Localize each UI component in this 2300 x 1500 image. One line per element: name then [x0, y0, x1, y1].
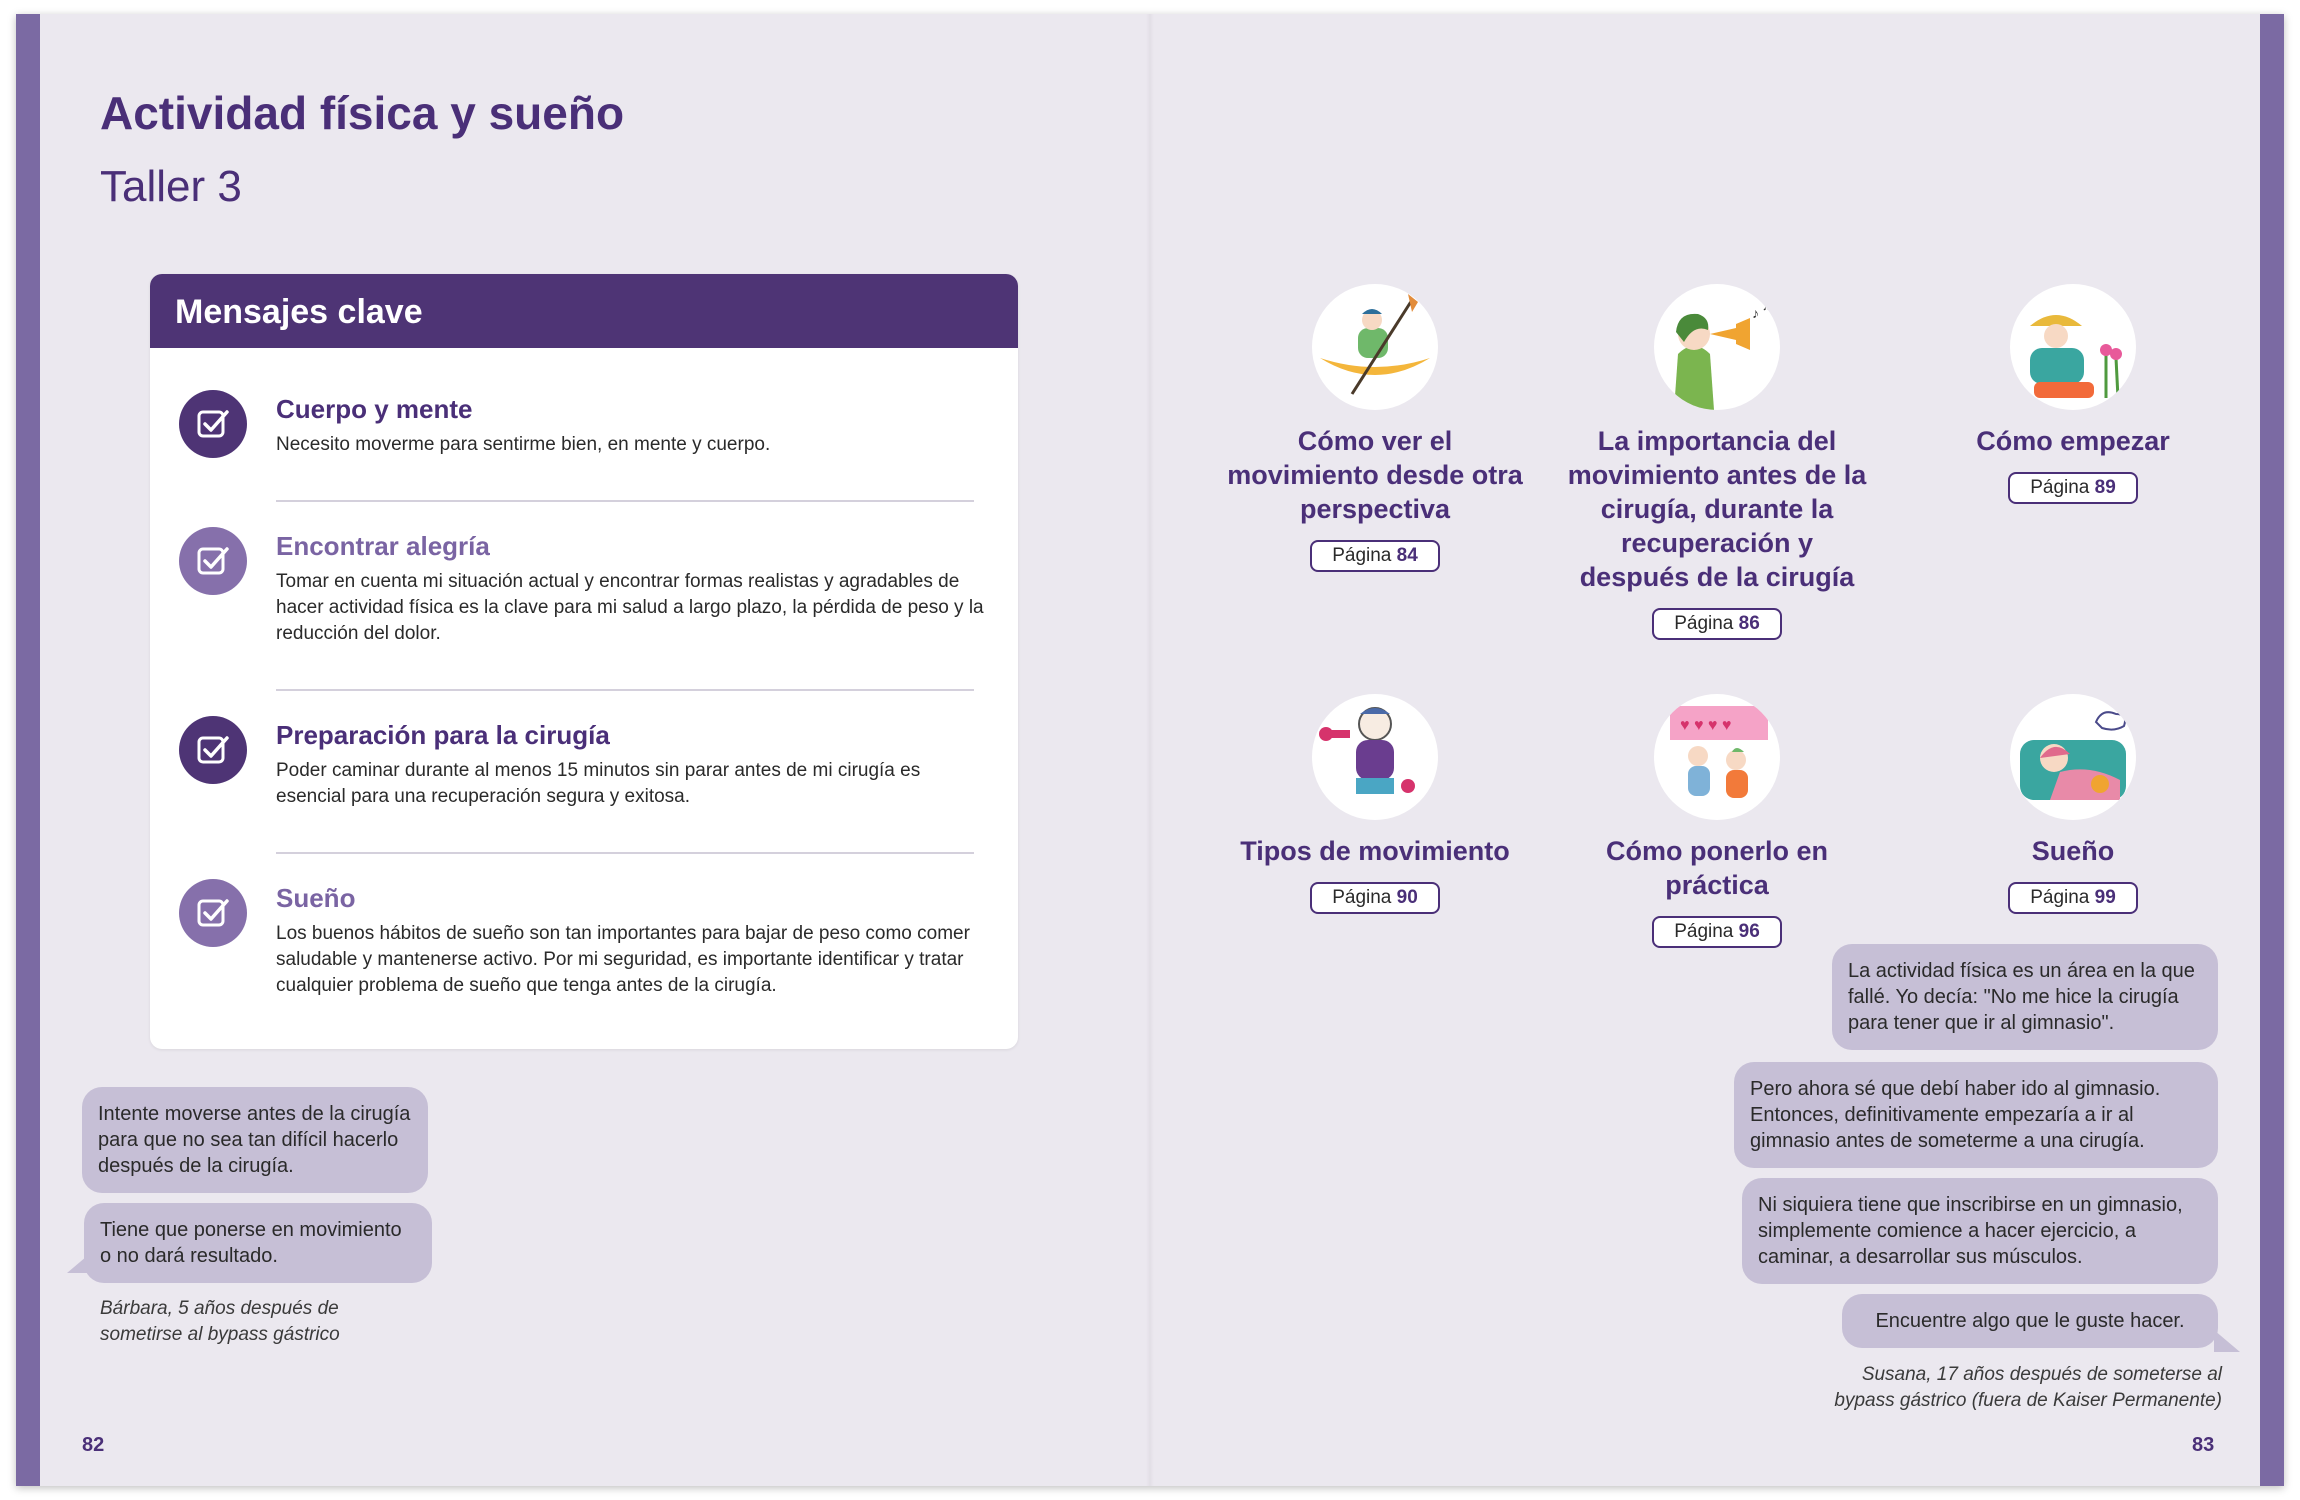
key-message-text: Los buenos hábitos de sueño son tan importantes para bajar de peso como comer saludable y mantenerse activo. Por mi seguridad, es importante identificar y tratar cualquier problema de sueño que tenga antes de la cirugía.: [276, 923, 970, 996]
page-number: 90: [1396, 887, 1418, 908]
topic-title: La importancia del movimiento antes de la cirugía, durante la recuperación y después de la cirugía: [1567, 426, 1867, 592]
page-label: Página: [2030, 887, 2090, 908]
page-number: 84: [1396, 545, 1418, 566]
page-number-left: 82: [82, 1434, 105, 1456]
bubble-tail: [2214, 1330, 2240, 1352]
key-message-title: Encontrar alegría: [276, 531, 490, 561]
bubble-tail: [67, 1251, 93, 1273]
page-reference[interactable]: [1652, 608, 1782, 640]
quote-bubble: La actividad física es un área en la que fallé. Yo decía: "No me hice la cirugía para tener que ir al gimnasio".: [1832, 944, 2218, 1050]
divider: [276, 500, 974, 502]
key-messages-header: Mensajes clave: [150, 274, 1018, 348]
checkbox-icon: [179, 879, 247, 947]
key-message-title: Sueño: [276, 883, 356, 913]
page-label: Página: [1674, 921, 1734, 942]
topic-card[interactable]: [1225, 284, 1525, 572]
key-message-text: Necesito moverme para sentirme bien, en mente y cuerpo.: [276, 434, 771, 455]
page-title: Actividad física y sueño: [100, 87, 625, 139]
topic-card[interactable]: [1567, 284, 1867, 640]
checkbox-icon: [179, 390, 247, 458]
key-message-title: Preparación para la cirugía: [276, 720, 610, 750]
quote-bubble: Encuentre algo que le guste hacer.: [1842, 1294, 2218, 1348]
page-subtitle: Taller 3: [100, 162, 242, 211]
trumpet-player-icon: [1654, 284, 1780, 410]
svg-text:♪: ♪: [1752, 305, 1759, 321]
topic-title: Sueño: [2031, 836, 2115, 866]
left-page-edge: [16, 14, 40, 1486]
right-page-edge: [2260, 14, 2284, 1486]
divider: [276, 852, 974, 854]
topic-title: Tipos de movimiento: [1240, 836, 1510, 866]
page-reference[interactable]: [1310, 540, 1440, 572]
book-spread: [16, 14, 2284, 1486]
topic-card[interactable]: [1923, 284, 2223, 504]
checkbox-icon: [179, 716, 247, 784]
quote-attribution: Bárbara, 5 años después de sometirse al bypass gástrico: [100, 1298, 340, 1345]
sleeping-person-icon: [2010, 694, 2136, 820]
topic-card[interactable]: [1225, 694, 1525, 914]
quote-bubble: Intente moverse antes de la cirugía para que no sea tan difícil hacerlo después de la cirugía.: [82, 1087, 428, 1193]
quote-bubble: Pero ahora sé que debí haber ido al gimnasio. Entonces, definitivamente empezaría a ir al gimnasio antes de someterme a una cirugía.: [1734, 1062, 2218, 1168]
key-message-text: Tomar en cuenta mi situación actual y encontrar formas realistas y agradables de hacer actividad física es la clave para mi salud a largo plazo, la pérdida de peso y la reducción del dolor.: [276, 571, 984, 644]
topic-title: Cómo ver el movimiento desde otra perspectiva: [1227, 426, 1523, 524]
quote-bubble: Ni siquiera tiene que inscribirse en un gimnasio, simplemente comience a hacer ejercicio, a caminar, a desarrollar sus músculos.: [1742, 1178, 2218, 1284]
quote-attribution: Susana, 17 años después de someterse al bypass gástrico (fuera de Kaiser Permanente): [1834, 1364, 2222, 1411]
page-number: 89: [2094, 477, 2116, 498]
page-number: 86: [1738, 613, 1760, 634]
topic-title: Cómo empezar: [1976, 426, 2170, 456]
couple-walking-icon: [1654, 694, 1780, 820]
gardening-icon: [2010, 284, 2136, 410]
svg-text:♫: ♫: [1762, 299, 1771, 313]
divider: [276, 689, 974, 691]
topic-title: Cómo ponerlo en práctica: [1606, 836, 1828, 900]
page-label: Página: [2030, 477, 2090, 498]
key-message-text: Poder caminar durante al menos 15 minutos sin parar antes de mi cirugía es esencial para una recuperación segura y exitosa.: [276, 760, 921, 807]
key-messages-card: [150, 274, 1018, 1049]
dumbbell-lifter-icon: [1312, 694, 1438, 820]
page-reference[interactable]: [2008, 882, 2138, 914]
key-message-title: Cuerpo y mente: [276, 394, 473, 424]
page-label: Página: [1332, 545, 1392, 566]
page-label: Página: [1332, 887, 1392, 908]
page-number: 96: [1738, 921, 1760, 942]
checkbox-icon: [179, 527, 247, 595]
topic-card[interactable]: [1923, 694, 2223, 914]
page-label: Página: [1674, 613, 1734, 634]
quote-bubble: Tiene que ponerse en movimiento o no dará resultado.: [84, 1203, 432, 1283]
page-fold: [1146, 14, 1154, 1486]
page-reference[interactable]: [1652, 916, 1782, 948]
topic-card[interactable]: [1567, 694, 1867, 948]
page-number-right: 83: [2192, 1434, 2215, 1456]
page-number: 99: [2094, 887, 2116, 908]
page-reference[interactable]: [2008, 472, 2138, 504]
page-reference[interactable]: [1310, 882, 1440, 914]
svg-text:♥ ♥ ♥ ♥: ♥ ♥ ♥ ♥: [1680, 717, 1732, 734]
canoe-paddling-icon: [1312, 284, 1438, 410]
